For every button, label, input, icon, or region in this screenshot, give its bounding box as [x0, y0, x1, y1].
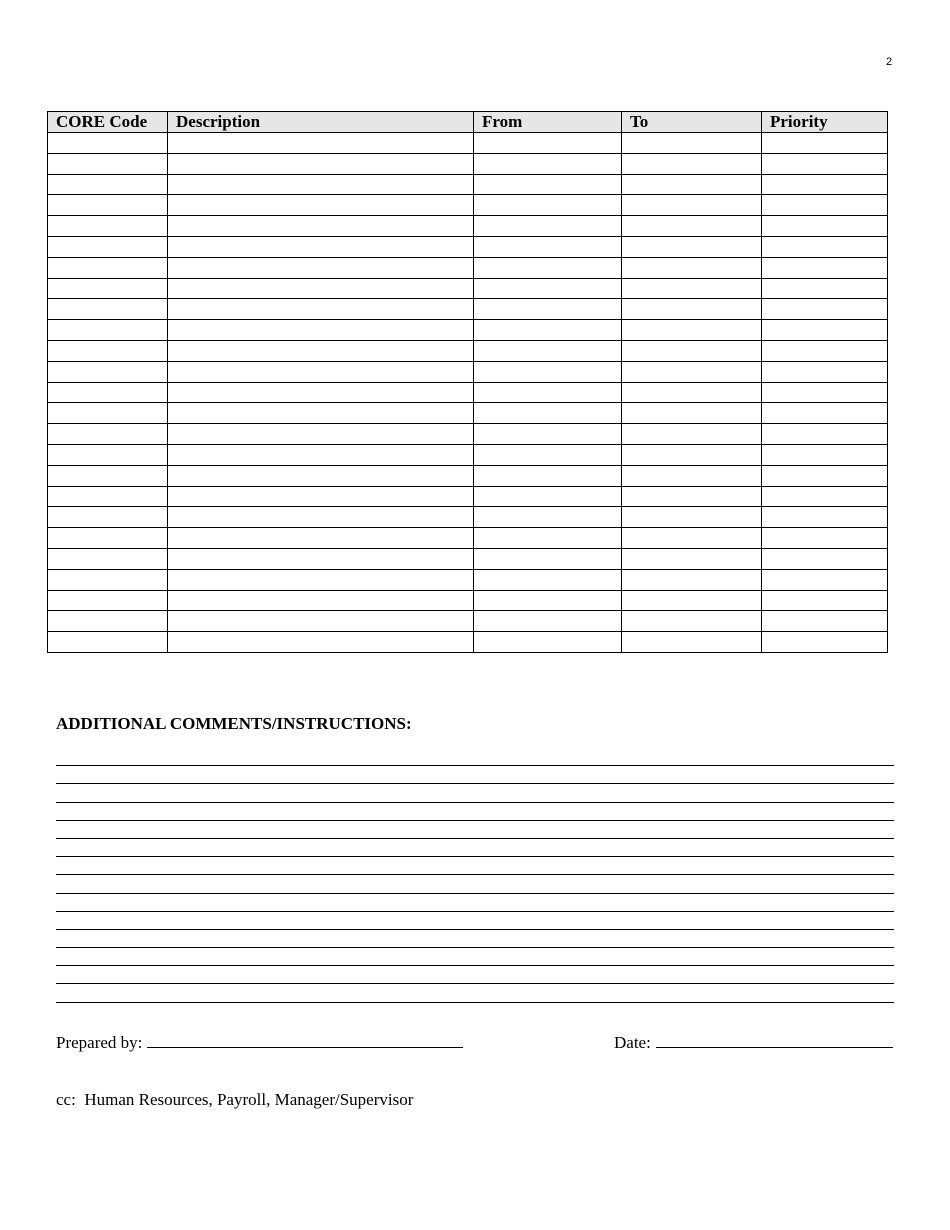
cell-to[interactable] — [622, 424, 762, 445]
cell-from[interactable] — [474, 465, 622, 486]
cell-priority[interactable] — [762, 444, 888, 465]
cell-core-code[interactable] — [48, 174, 168, 195]
cell-from[interactable] — [474, 424, 622, 445]
comment-line[interactable] — [56, 839, 894, 857]
cell-from[interactable] — [474, 528, 622, 549]
cell-priority[interactable] — [762, 590, 888, 611]
cell-description[interactable] — [168, 611, 474, 632]
table-row — [48, 403, 888, 424]
cell-priority[interactable] — [762, 403, 888, 424]
cell-priority[interactable] — [762, 216, 888, 237]
cell-priority[interactable] — [762, 153, 888, 174]
cell-to[interactable] — [622, 569, 762, 590]
cell-core-code[interactable] — [48, 548, 168, 569]
table-row — [48, 382, 888, 403]
cell-to[interactable] — [622, 278, 762, 299]
table-row — [48, 569, 888, 590]
cell-from[interactable] — [474, 216, 622, 237]
cell-core-code[interactable] — [48, 486, 168, 507]
table-header-row — [48, 112, 888, 133]
header-from: From — [474, 112, 622, 133]
table-row — [48, 278, 888, 299]
cell-description[interactable] — [168, 632, 474, 653]
comment-line[interactable] — [56, 875, 894, 893]
cell-description[interactable] — [168, 465, 474, 486]
cell-to[interactable] — [622, 403, 762, 424]
cell-from[interactable] — [474, 133, 622, 154]
prepared-by-field[interactable] — [147, 1031, 463, 1048]
date-label: Date: — [614, 1033, 651, 1052]
cell-to[interactable] — [622, 133, 762, 154]
cell-priority[interactable] — [762, 548, 888, 569]
comment-line[interactable] — [56, 966, 894, 984]
table-row — [48, 424, 888, 445]
cell-from[interactable] — [474, 236, 622, 257]
cell-priority[interactable] — [762, 320, 888, 341]
cell-core-code[interactable] — [48, 216, 168, 237]
cell-core-code[interactable] — [48, 133, 168, 154]
table-body — [48, 133, 888, 653]
cell-from[interactable] — [474, 195, 622, 216]
cell-to[interactable] — [622, 548, 762, 569]
cell-to[interactable] — [622, 299, 762, 320]
table-row — [48, 507, 888, 528]
cell-from[interactable] — [474, 569, 622, 590]
cell-core-code[interactable] — [48, 632, 168, 653]
cell-to[interactable] — [622, 361, 762, 382]
table-row — [48, 257, 888, 278]
cell-core-code[interactable] — [48, 403, 168, 424]
cell-description[interactable] — [168, 590, 474, 611]
comment-lines — [56, 748, 894, 1003]
cell-to[interactable] — [622, 236, 762, 257]
cell-priority[interactable] — [762, 507, 888, 528]
cell-from[interactable] — [474, 632, 622, 653]
cell-core-code[interactable] — [48, 278, 168, 299]
cell-description[interactable] — [168, 403, 474, 424]
table-row — [48, 611, 888, 632]
cell-description[interactable] — [168, 174, 474, 195]
cell-description[interactable] — [168, 444, 474, 465]
cell-to[interactable] — [622, 153, 762, 174]
cell-description[interactable] — [168, 216, 474, 237]
cell-from[interactable] — [474, 486, 622, 507]
table-row — [48, 444, 888, 465]
cell-to[interactable] — [622, 611, 762, 632]
comment-line[interactable] — [56, 930, 894, 948]
cell-core-code[interactable] — [48, 611, 168, 632]
cell-core-code[interactable] — [48, 299, 168, 320]
cell-core-code[interactable] — [48, 569, 168, 590]
cell-core-code[interactable] — [48, 528, 168, 549]
cell-to[interactable] — [622, 486, 762, 507]
page-number: 2 — [886, 56, 893, 68]
cell-to[interactable] — [622, 444, 762, 465]
cell-priority[interactable] — [762, 236, 888, 257]
table-row — [48, 133, 888, 154]
cell-core-code[interactable] — [48, 382, 168, 403]
cell-from[interactable] — [474, 611, 622, 632]
comment-line[interactable] — [56, 748, 894, 766]
cell-description[interactable] — [168, 486, 474, 507]
cell-core-code[interactable] — [48, 340, 168, 361]
comment-line[interactable] — [56, 784, 894, 802]
cell-to[interactable] — [622, 507, 762, 528]
cell-priority[interactable] — [762, 424, 888, 445]
comment-line[interactable] — [56, 912, 894, 930]
cell-from[interactable] — [474, 382, 622, 403]
cell-priority[interactable] — [762, 195, 888, 216]
cell-description[interactable] — [168, 320, 474, 341]
cell-description[interactable] — [168, 299, 474, 320]
cell-from[interactable] — [474, 507, 622, 528]
cell-from[interactable] — [474, 299, 622, 320]
cell-core-code[interactable] — [48, 590, 168, 611]
cell-description[interactable] — [168, 236, 474, 257]
table-row — [48, 299, 888, 320]
cell-description[interactable] — [168, 340, 474, 361]
cell-from[interactable] — [474, 153, 622, 174]
comment-line[interactable] — [56, 821, 894, 839]
cell-core-code[interactable] — [48, 424, 168, 445]
cell-from[interactable] — [474, 320, 622, 341]
cell-priority[interactable] — [762, 611, 888, 632]
date — [614, 1031, 893, 1053]
cell-from[interactable] — [474, 340, 622, 361]
cell-priority[interactable] — [762, 174, 888, 195]
comment-line[interactable] — [56, 803, 894, 821]
prepared-by-label: Prepared by: — [56, 1033, 143, 1052]
cell-from[interactable] — [474, 174, 622, 195]
cell-description[interactable] — [168, 278, 474, 299]
cell-to[interactable] — [622, 590, 762, 611]
table-row — [48, 216, 888, 237]
core-code-table — [47, 111, 888, 653]
cell-core-code[interactable] — [48, 444, 168, 465]
table-row — [48, 590, 888, 611]
comment-line[interactable] — [56, 857, 894, 875]
cell-to[interactable] — [622, 382, 762, 403]
cell-from[interactable] — [474, 444, 622, 465]
cell-from[interactable] — [474, 257, 622, 278]
table-row — [48, 528, 888, 549]
cell-to[interactable] — [622, 528, 762, 549]
cell-description[interactable] — [168, 548, 474, 569]
cell-priority[interactable] — [762, 486, 888, 507]
table-row — [48, 236, 888, 257]
cell-core-code[interactable] — [48, 257, 168, 278]
cell-description[interactable] — [168, 133, 474, 154]
cell-priority[interactable] — [762, 278, 888, 299]
cell-to[interactable] — [622, 216, 762, 237]
table-row — [48, 153, 888, 174]
table-row — [48, 320, 888, 341]
cell-to[interactable] — [622, 257, 762, 278]
table-row — [48, 465, 888, 486]
comment-line[interactable] — [56, 766, 894, 784]
cell-core-code[interactable] — [48, 320, 168, 341]
cell-priority[interactable] — [762, 382, 888, 403]
cell-core-code[interactable] — [48, 236, 168, 257]
cell-core-code[interactable] — [48, 361, 168, 382]
table-row — [48, 361, 888, 382]
cell-priority[interactable] — [762, 632, 888, 653]
table-row — [48, 486, 888, 507]
cell-priority[interactable] — [762, 257, 888, 278]
cell-priority[interactable] — [762, 340, 888, 361]
cell-description[interactable] — [168, 361, 474, 382]
cell-description[interactable] — [168, 195, 474, 216]
cell-description[interactable] — [168, 528, 474, 549]
cell-to[interactable] — [622, 174, 762, 195]
table-row — [48, 195, 888, 216]
cell-description[interactable] — [168, 153, 474, 174]
cell-from[interactable] — [474, 403, 622, 424]
cell-to[interactable] — [622, 195, 762, 216]
cell-from[interactable] — [474, 278, 622, 299]
cell-priority[interactable] — [762, 299, 888, 320]
table-row — [48, 548, 888, 569]
comments-heading: ADDITIONAL COMMENTS/INSTRUCTIONS: — [56, 714, 412, 733]
cell-description[interactable] — [168, 424, 474, 445]
table-row — [48, 340, 888, 361]
cell-priority[interactable] — [762, 528, 888, 549]
cell-priority[interactable] — [762, 133, 888, 154]
cell-priority[interactable] — [762, 361, 888, 382]
header-priority: Priority — [762, 112, 888, 133]
cell-description[interactable] — [168, 257, 474, 278]
cell-from[interactable] — [474, 590, 622, 611]
cell-to[interactable] — [622, 465, 762, 486]
cell-priority[interactable] — [762, 569, 888, 590]
comment-line[interactable] — [56, 894, 894, 912]
date-field[interactable] — [656, 1031, 893, 1048]
cell-priority[interactable] — [762, 465, 888, 486]
header-core-code: CORE Code — [48, 112, 168, 133]
cell-to[interactable] — [622, 632, 762, 653]
comment-line[interactable] — [56, 984, 894, 1002]
cell-core-code[interactable] — [48, 153, 168, 174]
prepared-by — [56, 1031, 463, 1053]
cell-to[interactable] — [622, 340, 762, 361]
cell-from[interactable] — [474, 548, 622, 569]
header-to: To — [622, 112, 762, 133]
cell-core-code[interactable] — [48, 465, 168, 486]
table-row — [48, 174, 888, 195]
header-description: Description — [168, 112, 474, 133]
cell-from[interactable] — [474, 361, 622, 382]
cell-core-code[interactable] — [48, 195, 168, 216]
cell-description[interactable] — [168, 569, 474, 590]
cell-description[interactable] — [168, 382, 474, 403]
table-row — [48, 632, 888, 653]
cell-core-code[interactable] — [48, 507, 168, 528]
comment-line[interactable] — [56, 948, 894, 966]
cell-to[interactable] — [622, 320, 762, 341]
cell-description[interactable] — [168, 507, 474, 528]
cc-line: cc: Human Resources, Payroll, Manager/Supervisor — [56, 1090, 414, 1109]
